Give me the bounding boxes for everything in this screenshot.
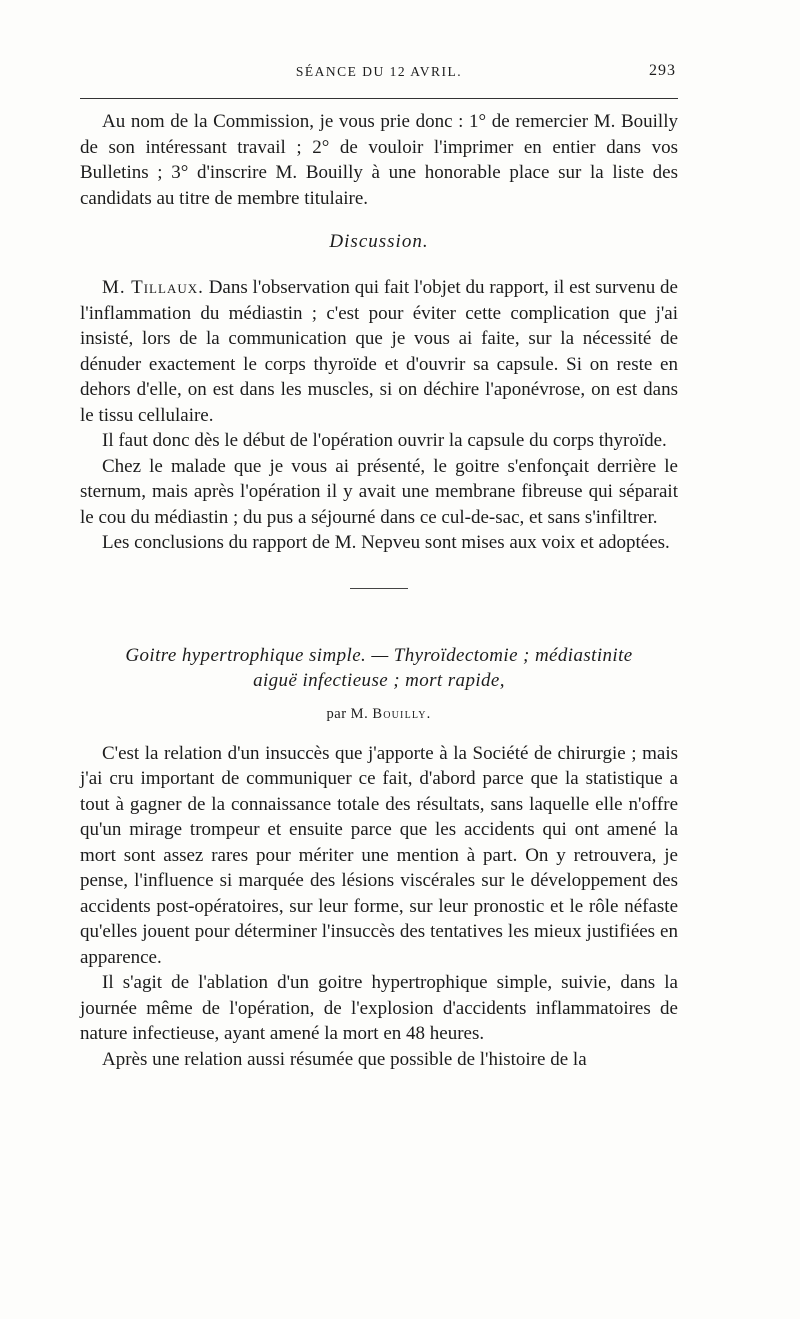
article-title-line-2: aiguë infectieuse ; mort rapide,: [253, 670, 505, 691]
article-title-line-1: Goitre hypertrophique simple. — Thyroïdectomie ; médiastinite: [125, 644, 633, 666]
section-separator: [350, 588, 408, 589]
discussion-heading: Discussion.: [329, 231, 429, 252]
discussion-paragraph-3: Chez le malade que je vous ai présenté, le goitre s'enfonçait derrière le sternum, mais après l'opération il y avait une membrane fibreuse qui séparait le cou du médiastin ; du pus a séjourné dans ce cul-de-sac, et sans s'infiltrer.: [80, 455, 678, 528]
page-number: 293: [649, 62, 676, 79]
article-paragraph-2: Il s'agit de l'ablation d'un goitre hypertrophique simple, suivie, dans la journée même de l'opération, de l'explosion d'accidents inflammatoires de nature infectieuse, ayant amené la mort en 48 heures.: [80, 972, 678, 1044]
page: [80, 60, 678, 1072]
running-head: [80, 60, 678, 90]
running-title: SÉANCE DU 12 AVRIL.: [295, 64, 463, 79]
byline-author: Bouilly.: [372, 705, 432, 722]
article-paragraph-3: Après une relation aussi résumée que possible de l'histoire de la: [102, 1048, 587, 1070]
commission-paragraph: Au nom de la Commission, je vous prie donc : 1° de remercier M. Bouilly de son intéressant travail ; 2° de vouloir l'imprimer en entier dans vos Bulletins ; 3° d'inscrire M. Bouilly à une honorable place sur la liste des candidats au titre de membre titulaire.: [80, 111, 678, 209]
discussion-paragraph-2: Il faut donc dès le début de l'opération ouvrir la capsule du corps thyroïde.: [102, 430, 667, 451]
article-paragraph-1: C'est la relation d'un insuccès que j'apporte à la Société de chirurgie ; mais j'ai cru important de communiquer ce fait, d'abord parce que la statistique a tout à gagner de la connaissance totale des résultats, sans laquelle elle n'offre qu'un mirage trompeur et ensuite parce que les accidents qui ont amené la mort sont assez rares pour mériter une mention à part. On y retrouvera, je pense, l'influence si marquée des lésions viscérales sur le développement des accidents post-opératoires, sur leur forme, sur leur pronostic et le rôle néfaste qu'elles jouent pour déterminer l'insuccès des tentatives les mieux justifiées en apparence.: [80, 742, 678, 968]
discussion-paragraph-4: Les conclusions du rapport de M. Nepveu sont mises aux voix et adoptées.: [102, 532, 670, 553]
byline: [80, 706, 678, 723]
discussion-paragraph: [80, 275, 678, 428]
article-title: [80, 643, 678, 694]
header-rule: [80, 98, 678, 99]
discussion-text: Dans l'observation qui fait l'objet du rapport, il est survenu de l'inflammation du médiastin ; c'est pour éviter cette complication que j'ai insisté, lors de la communication que je vous ai faite, sur la nécessité de dénuder exactement le corps thyroïde et d'ouvrir sa capsule. Si on reste en dehors d'elle, on est dans les muscles, si on déchire l'aponévrose, on est dans le tissu cellulaire.: [80, 277, 678, 426]
speaker-name: M. Tillaux.: [102, 277, 204, 298]
byline-prefix: par M.: [326, 705, 369, 722]
